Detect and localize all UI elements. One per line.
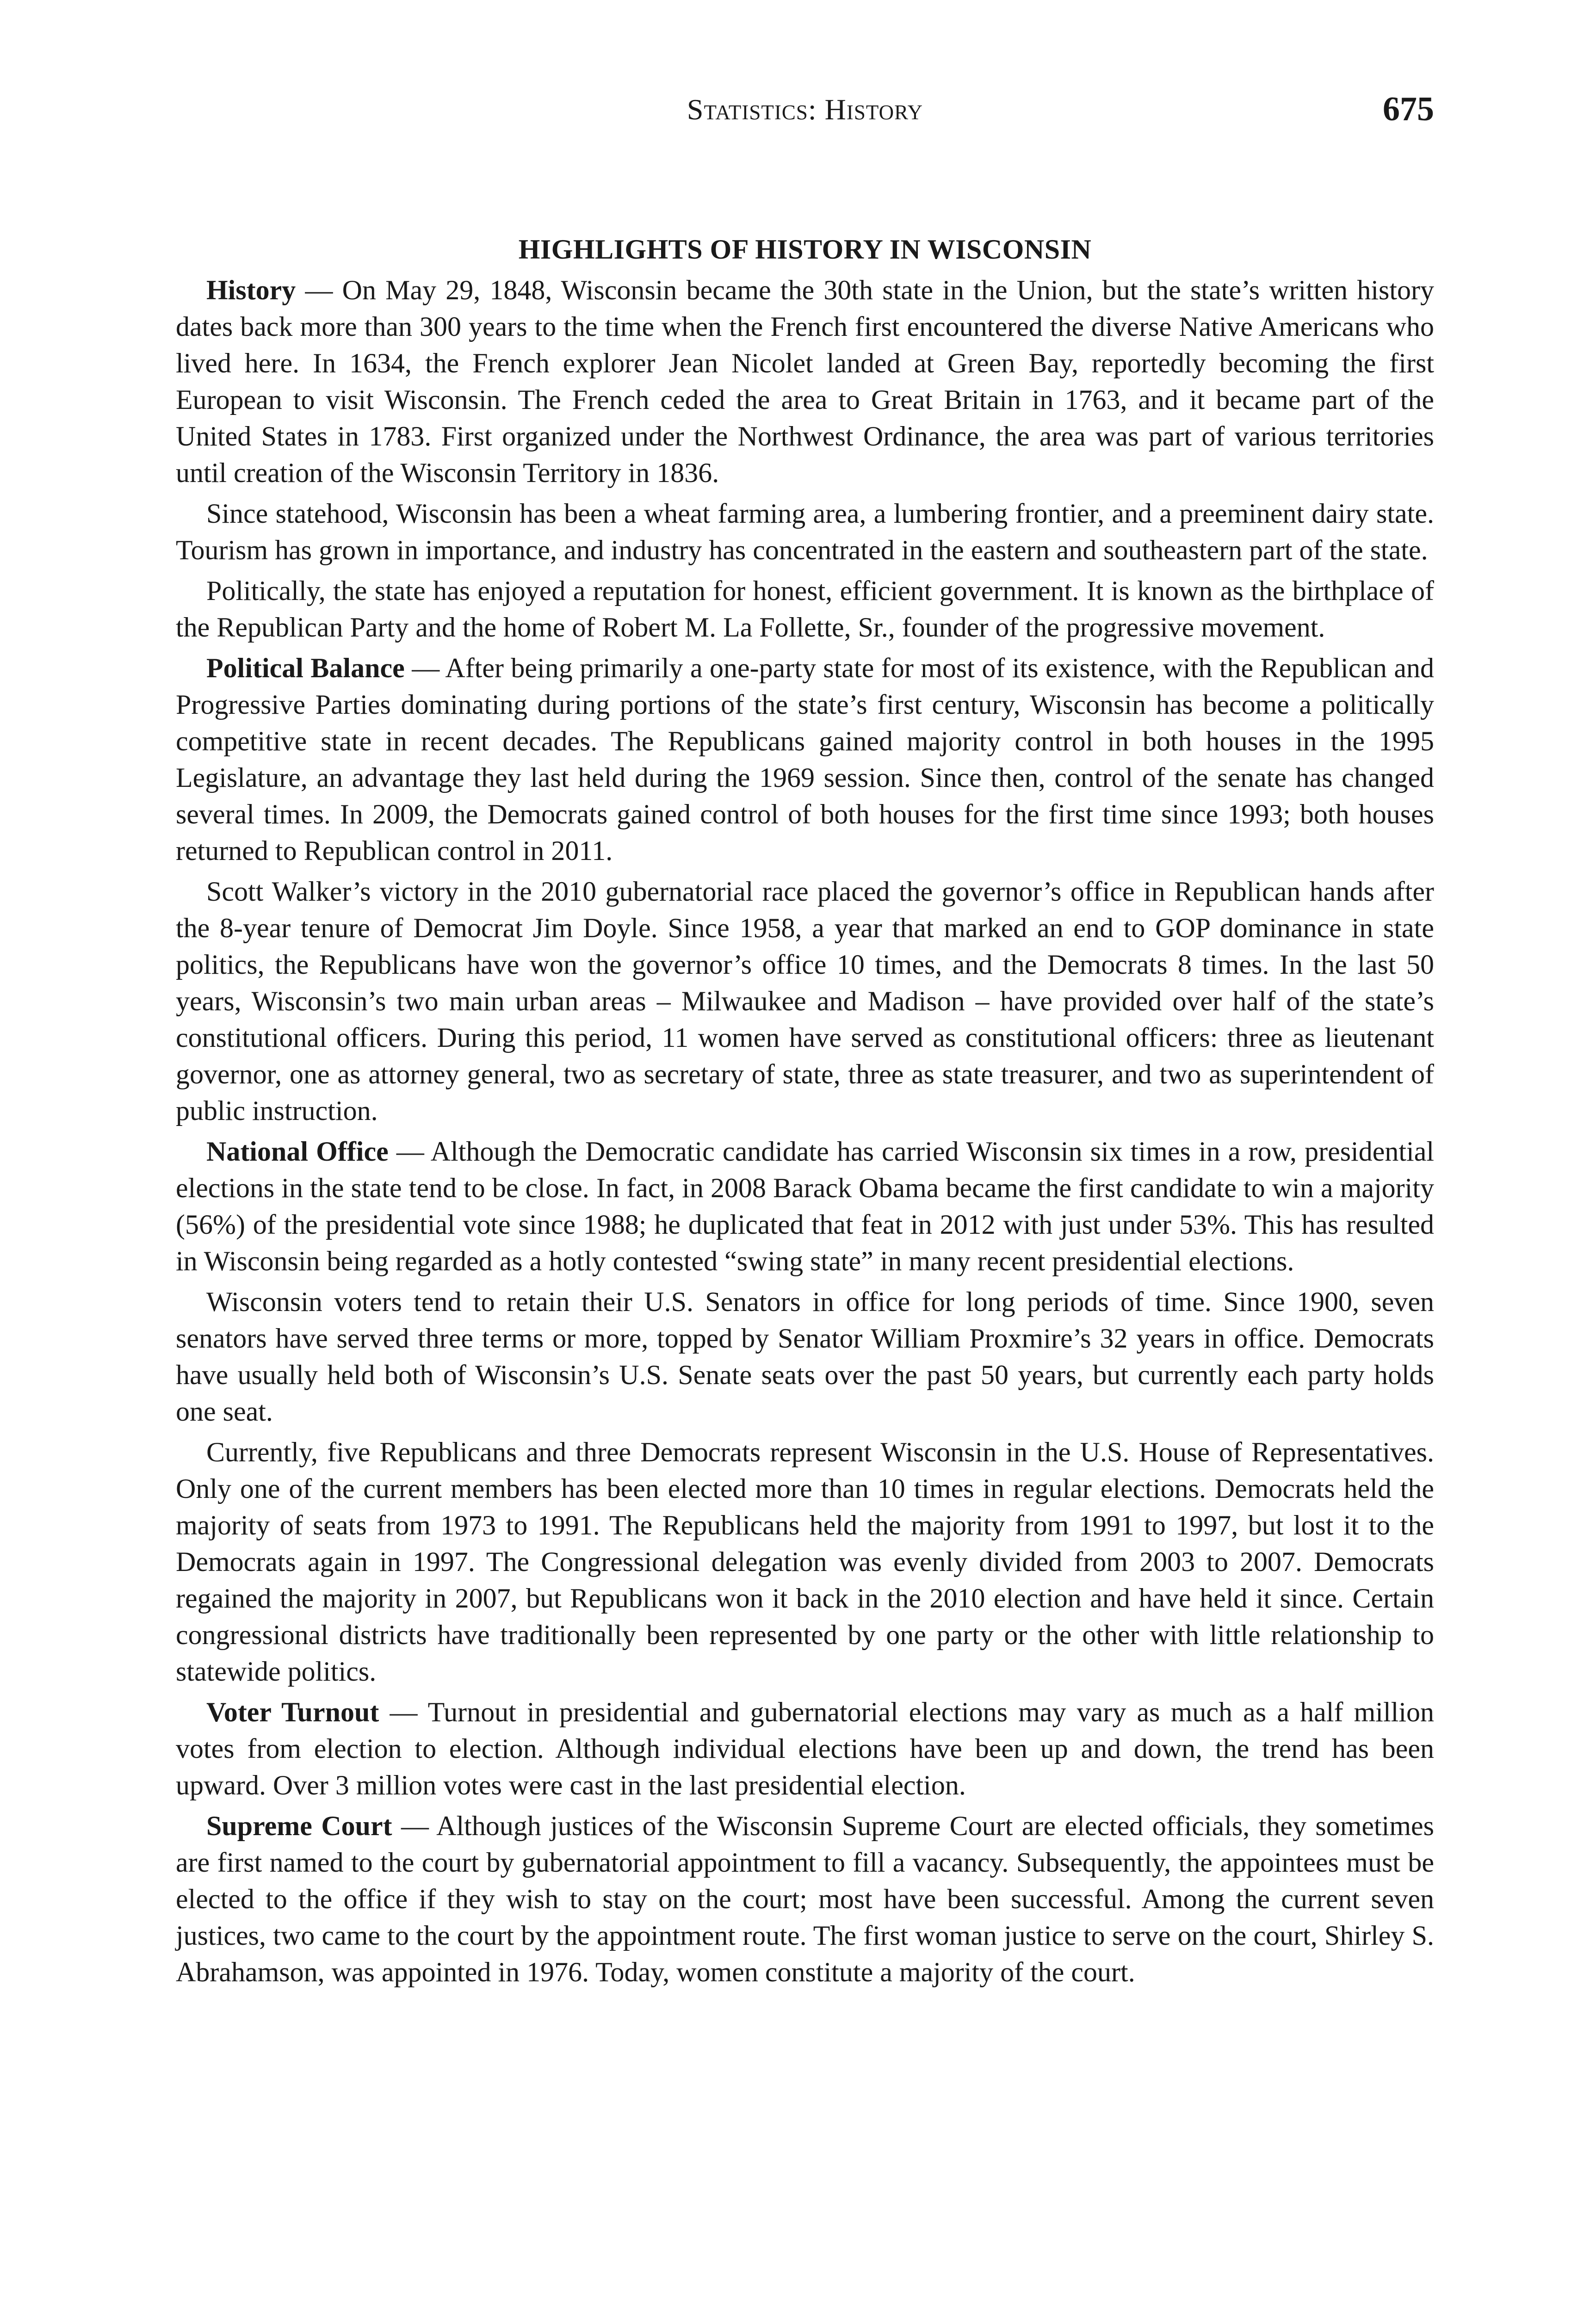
running-title: Statistics: History	[687, 93, 923, 126]
paragraph-governors	[176, 873, 1434, 1129]
paragraph-statehood	[176, 495, 1434, 569]
paragraph-text: Scott Walker’s victory in the 2010 gubernatorial race placed the governor’s office in Republican hands after the 8-year tenure of Democrat Jim Doyle. Since 1958, a year that marked an end to GOP dominance in state politics, the Republicans have won the governor’s office 10 times, and the Democrats 8 times. In the last 50 years, Wisconsin’s two main urban areas – Milwaukee and Madison – have provided over half of the state’s constitutional officers. During this period, 11 women have served as constitutional officers: three as lieutenant governor, one as attorney general, two as secretary of state, three as state treasurer, and two as superintendent of public instruction.	[176, 876, 1434, 1126]
paragraph-text: Since statehood, Wisconsin has been a wheat farming area, a lumbering frontier, and a preeminent dairy state. Tourism has grown in importance, and industry has concentrated in the eastern and southeastern part of the state.	[176, 498, 1434, 565]
paragraph-text: Wisconsin voters tend to retain their U.S. Senators in office for long periods of time. Since 1900, seven senators have served three terms or more, topped by Senator William Proxmire’s 32 years in office. Democrats have usually held both of Wisconsin’s U.S. Senate seats over the past 50 years, but currently each party holds one seat.	[176, 1286, 1434, 1427]
paragraph-text: Politically, the state has enjoyed a reputation for honest, efficient government. It is known as the birthplace of the Republican Party and the home of Robert M. La Follette, Sr., founder of the progressive movement.	[176, 575, 1434, 643]
paragraph-voter-turnout	[176, 1694, 1434, 1804]
paragraph-text: Currently, five Republicans and three Democrats represent Wisconsin in the U.S. House of Representatives. Only one of the current members has been elected more than 10 times in regular elections. Democrats held the majority of seats from 1973 to 1991. The Republicans held the majority from 1991 to 1997, but lost it to the Democrats again in 1997. The Congressional delegation was evenly divided from 2003 to 2007. Democrats regained the majority in 2007, but Republicans won it back in the 2010 election and have held it since. Certain congressional districts have traditionally been represented by one party or the other with little relationship to statewide politics.	[176, 1437, 1434, 1687]
paragraph-lead: History	[206, 275, 296, 305]
paragraph-lead: National Office	[206, 1136, 389, 1167]
paragraph-lead: Supreme Court	[206, 1811, 392, 1841]
paragraph-text: — Although the Democratic candidate has carried Wisconsin six times in a row, presidential elections in the state tend to be close. In fact, in 2008 Barack Obama became the first candidate to win a majority (56%) of the presidential vote since 1988; he duplicated that feat in 2012 with just under 53%. This has resulted in Wisconsin being regarded as a hotly contested “swing state” in many recent presidential elections.	[176, 1136, 1435, 1276]
paragraph-supreme-court	[176, 1808, 1434, 1991]
running-header	[176, 90, 1434, 139]
section-title: HIGHLIGHTS OF HISTORY IN WISCONSIN	[518, 234, 1092, 265]
paragraph-house	[176, 1434, 1434, 1690]
main-content	[176, 231, 1434, 1995]
paragraph-history	[176, 272, 1434, 491]
paragraph-text: — Although justices of the Wisconsin Supreme Court are elected officials, they sometimes are first named to the court by gubernatorial appointment to fill a vacancy. Subsequently, the appointees must be elected to the office if they wish to stay on the court; most have been successful. Among the current seven justices, two came to the court by the appointment route. The first woman justice to serve on the court, Shirley S. Abrahamson, was appointed in 1976. Today, women constitute a majority of the court.	[176, 1811, 1435, 1987]
paragraph-text: — On May 29, 1848, Wisconsin became the 30th state in the Union, but the state’s written history dates back more than 300 years to the time when the French first encountered the diverse Native Americans who lived here. In 1634, the French explorer Jean Nicolet landed at Green Bay, reportedly becoming the first European to visit Wisconsin. The French ceded the area to Great Britain in 1763, and it became part of the United States in 1783. First organized under the Northwest Ordinance, the area was part of various territories until creation of the Wisconsin Territory in 1836.	[176, 275, 1434, 488]
paragraph-lead: Voter Turnout	[206, 1697, 379, 1727]
paragraph-text: — Turnout in presidential and gubernatorial elections may vary as much as a half million votes from election to election. Although individual elections have been up and down, the trend has been upward. Over 3 million votes were cast in the last presidential election.	[176, 1697, 1434, 1800]
paragraph-lead: Political Balance	[206, 653, 405, 683]
paragraph-text: — After being primarily a one-party state for most of its existence, with the Republican and Progressive Parties dominating during portions of the state’s first century, Wisconsin has become a politically competitive state in recent decades. The Republicans gained majority control in both houses in the 1995 Legislature, an advantage they last held during the 1969 session. Since then, control of the senate has changed several times. In 2009, the Democrats gained control of both houses for the first time since 1993; both houses returned to Republican control in 2011.	[176, 653, 1434, 866]
paragraph-political-balance	[176, 650, 1434, 869]
paragraph-senators	[176, 1284, 1434, 1430]
page-number: 675	[1383, 90, 1434, 128]
paragraph-national-office	[176, 1133, 1434, 1280]
paragraph-politically	[176, 573, 1434, 646]
